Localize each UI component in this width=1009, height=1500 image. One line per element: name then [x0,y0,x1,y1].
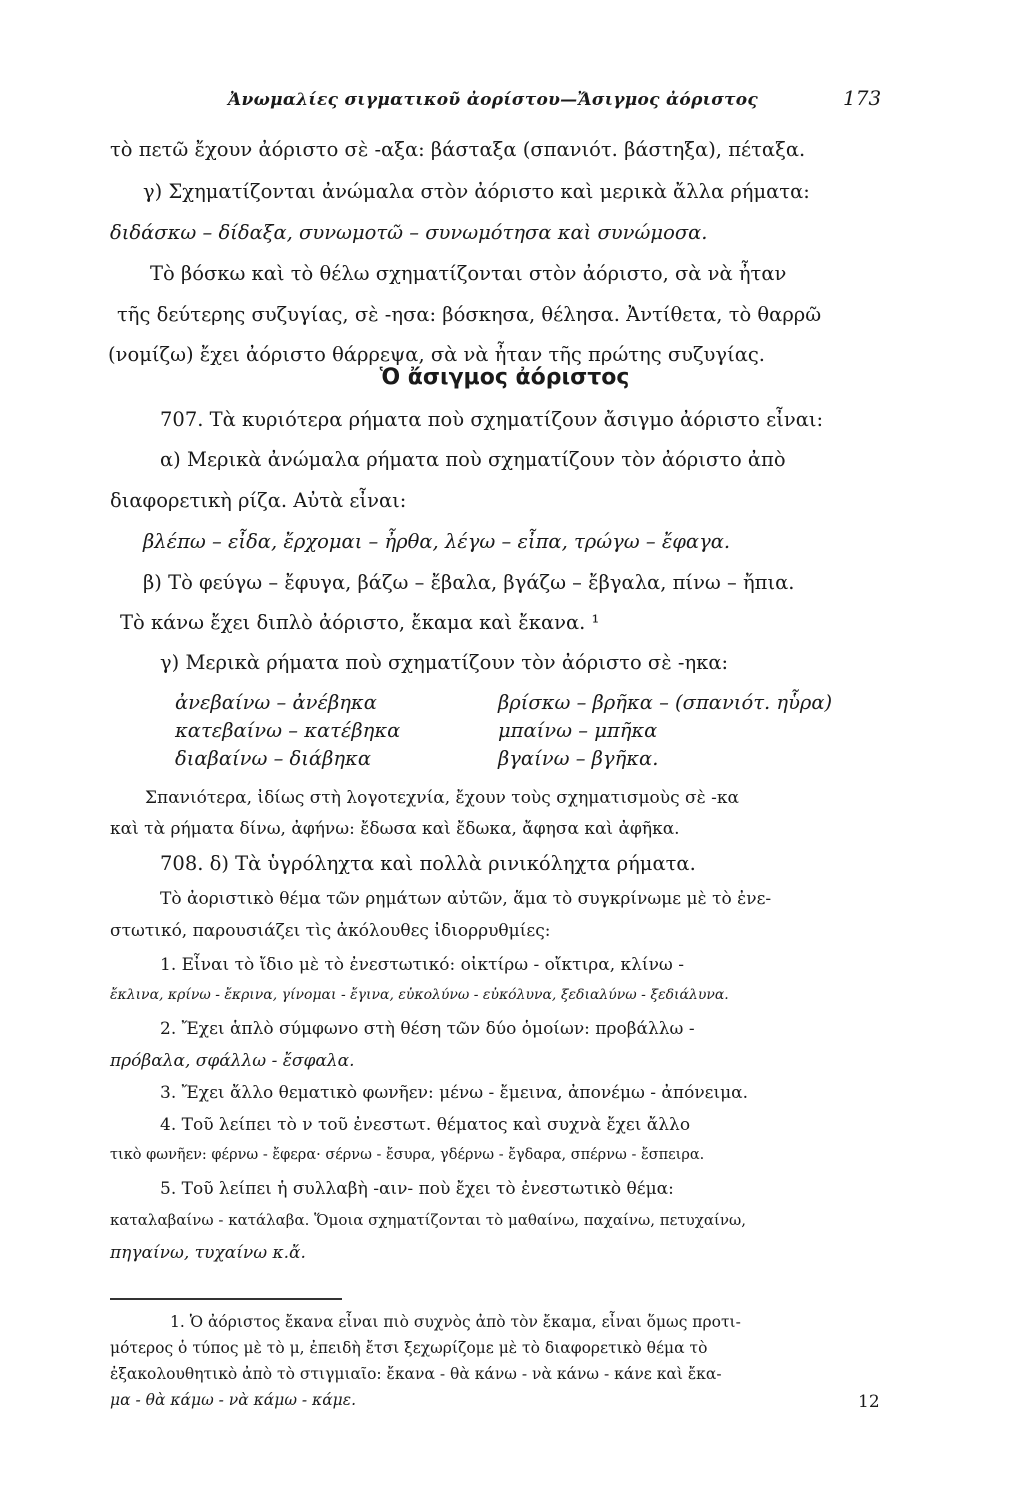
footnote-line: ἐξακολουθητικὸ ἀπὸ τὸ στιγμιαῖο: ἔκανα - θὰ κάνω - νὰ κάνω - κάνε καὶ ἔκα- [110,1365,722,1383]
text-line: βλέπω – εἶδα, ἔρχομαι – ἦρθα, λέγω – εἶπα, τρώγω – ἔφαγα. [143,530,731,553]
text-line: 3. Ἔχει ἄλλο θεματικὸ φωνῆεν: μένω - ἔμεινα, ἀπονέμω - ἀπόνειμα. [160,1083,749,1103]
footnote-line: μα - θὰ κάμω - νὰ κάμω - κάμε. [110,1391,356,1409]
text-line: πηγαίνω, τυχαίνω κ.ἄ. [110,1243,306,1263]
text-line: γ) Μερικὰ ρήματα ποὺ σχηματίζουν τὸν ἀόριστο σὲ -ηκα: [160,651,729,674]
page-number: 173 [843,86,882,110]
note-line: Σπανιότερα, ἰδίως στὴ λογοτεχνία, ἔχουν τοὺς σχηματισμοὺς σὲ -κα [145,788,740,808]
text-line: 707. Τὰ κυριότερα ρήματα ποὺ σχηματίζουν ἄσιγμο ἀόριστο εἶναι: [160,408,824,431]
section-heading: Ὁ ἄσιγμος ἀόριστος [379,365,630,390]
footnote-rule [110,1298,342,1300]
text-line: (νομίζω) ἔχει ἀόριστο θάρρεψα, σὰ νὰ ἦταν τῆς πρώτης συζυγίας. [108,343,766,366]
text-line: γ) Σχηματίζονται ἀνώμαλα στὸν ἀόριστο καὶ μερικὰ ἄλλα ρήματα: [143,180,810,203]
note-line: καὶ τὰ ρήματα δίνω, ἀφήνω: ἔδωσα καὶ ἔδωκα, ἄφησα καὶ ἀφῆκα. [110,819,680,839]
text-line: διδάσκω – δίδαξα, συνωμοτῶ – συνωμότησα καὶ συνώμοσα. [110,221,708,244]
text-line: τῆς δεύτερης συζυγίας, σὲ -ησα: βόσκησα, θέλησα. Ἀντίθετα, τὸ θαρρῶ [117,303,822,326]
text-line: Τὸ κάνω ἔχει διπλὸ ἀόριστο, ἔκαμα καὶ ἔκανα. ¹ [120,611,600,634]
text-line: καταλαβαίνω - κατάλαβα. Ὅμοια σχηματίζονται τὸ μαθαίνω, παχαίνω, πετυχαίνω, [110,1211,746,1229]
text-line: β) Τὸ φεύγω – ἔφυγα, βάζω – ἔβαλα, βγάζω – ἔβγαλα, πίνω – ἤπια. [143,571,795,594]
text-line: 708. δ) Τὰ ὑγρόληχτα καὶ πολλὰ ρινικόληχτα ρήματα. [160,852,696,875]
text-line: διαφορετικὴ ρίζα. Αὐτὰ εἶναι: [110,489,407,512]
text-line: α) Μερικὰ ἀνώμαλα ρήματα ποὺ σχηματίζουν τὸν ἀόριστο ἀπὸ [160,448,786,471]
verb-pair: κατεβαίνω – κατέβηκα [175,719,401,742]
text-line: πρόβαλα, σφάλλω - ἔσφαλα. [110,1051,355,1071]
footnote-line: 1. Ὁ ἀόριστος ἔκανα εἶναι πιὸ συχνὸς ἀπὸ τὸν ἔκαμα, εἶναι ὅμως προτι- [170,1313,741,1331]
verb-pair: βρίσκω – βρῆκα – (σπανιότ. ηὗρα) [498,691,833,714]
footnote-line: μότερος ὁ τύπος μὲ τὸ μ, ἐπειδὴ ἔτσι ξεχωρίζομε μὲ τὸ διαφορετικὸ θέμα τὸ [110,1339,708,1357]
signature-number: 12 [858,1392,880,1412]
running-title: Ἀνωμαλίες σιγματικοῦ ἀορίστου—Ἄσιγμος ἀόριστος [228,90,759,110]
text-line: τικὸ φωνῆεν: φέρνω - ἔφερα· σέρνω - ἔσυρα, γδέρνω - ἔγδαρα, σπέρνω - ἔσπειρα. [110,1147,705,1163]
text-line: τὸ πετῶ ἔχουν ἀόριστο σὲ -αξα: βάσταξα (σπανιότ. βάστηξα), πέταξα. [110,138,806,161]
text-line: 5. Τοῦ λείπει ἡ συλλαβὴ -αιν- ποὺ ἔχει τὸ ἐνεστωτικὸ θέμα: [160,1179,674,1199]
verb-pair: μπαίνω – μπῆκα [498,719,658,742]
verb-pair: βγαίνω – βγῆκα. [498,747,659,770]
text-line: Τὸ ἀοριστικὸ θέμα τῶν ρημάτων αὐτῶν, ἅμα τὸ συγκρίνωμε μὲ τὸ ἐνε- [160,889,772,909]
text-line: 2. Ἔχει ἁπλὸ σύμφωνο στὴ θέση τῶν δύο ὁμοίων: προβάλλω - [160,1019,695,1039]
text-line: 1. Εἶναι τὸ ἴδιο μὲ τὸ ἐνεστωτικό: οἰκτίρω - οἴκτιρα, κλίνω - [160,955,684,975]
verb-pair: ἀνεβαίνω – ἀνέβηκα [175,691,377,714]
text-line: Τὸ βόσκω καὶ τὸ θέλω σχηματίζονται στὸν ἀόριστο, σὰ νὰ ἦταν [150,262,787,285]
text-line: ἔκλινα, κρίνω - ἔκρινα, γίνομαι - ἔγινα, εὐκολύνω - εὐκόλυνα, ξεδιαλύνω - ξεδιάλυνα. [110,987,729,1003]
text-line: 4. Τοῦ λείπει τὸ ν τοῦ ἐνεστωτ. θέματος καὶ συχνὰ ἔχει ἄλλο [160,1115,691,1135]
verb-pair: διαβαίνω – διάβηκα [175,747,372,770]
text-line: στωτικό, παρουσιάζει τὶς ἀκόλουθες ἰδιορρυθμίες: [110,921,551,941]
